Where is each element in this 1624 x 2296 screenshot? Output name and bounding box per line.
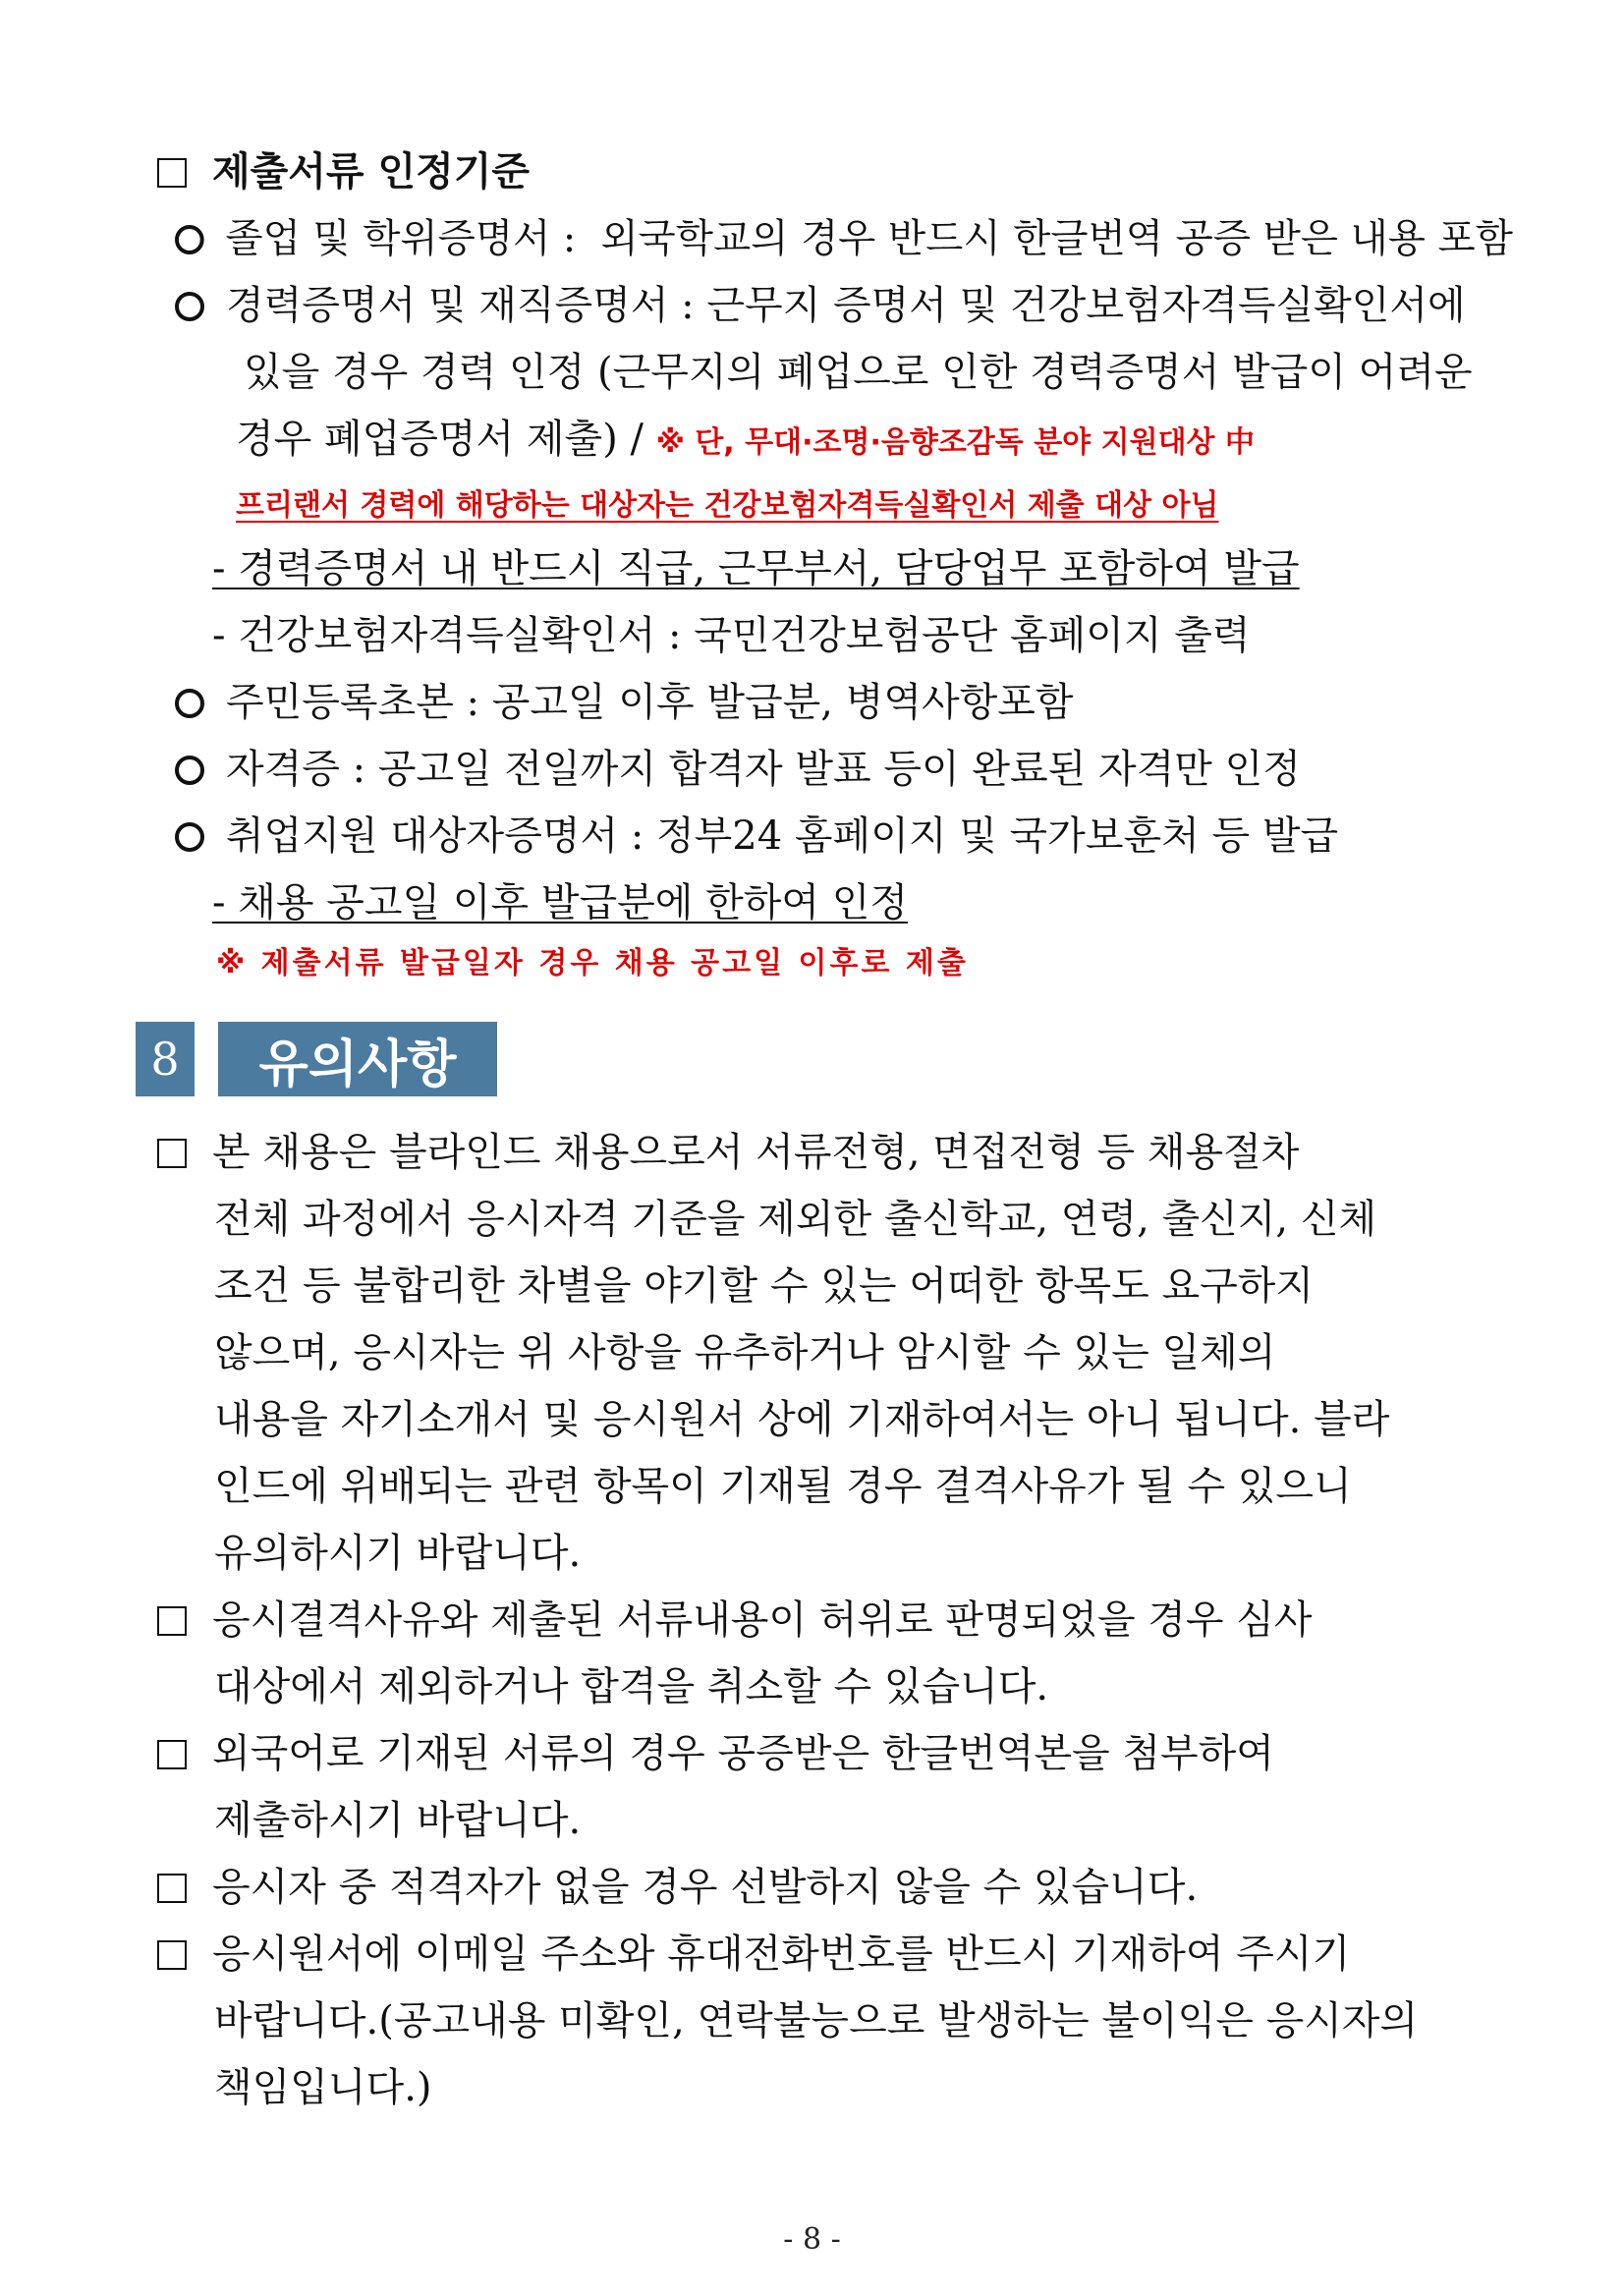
checkbox-square-icon	[157, 1606, 187, 1636]
list-item-continuation: 있을 경우 경력 인정 (근무지의 폐업으로 인한 경력증명서 발급이 어려운	[244, 350, 1473, 395]
notice-paragraph: 외국어로 기재된 서류의 경우 공증받은 한글번역본을 첨부하여	[157, 1731, 1274, 1776]
list-item: 경력증명서 및 재직증명서 : 근무지 증명서 및 건강보험자격득실확인서에	[175, 283, 1466, 328]
sub-item: - 경력증명서 내 반드시 직급, 근무부서, 담당업무 포함하여 발급	[212, 546, 1300, 591]
notice-line: 않으며, 응시자는 위 사항을 유추하거나 암시할 수 있는 일체의	[214, 1330, 1276, 1375]
notice-line: 내용을 자기소개서 및 응시원서 상에 기재하여서는 아니 됩니다. 블라	[214, 1397, 1390, 1442]
notice-line: 대상에서 제외하거나 합격을 취소할 수 있습니다.	[214, 1664, 1049, 1709]
notice-line: 제출하시기 바랍니다.	[214, 1798, 582, 1843]
sub-item: - 채용 공고일 이후 발급분에 한하여 인정	[212, 880, 909, 925]
notice-line: 유의하시기 바랍니다.	[214, 1531, 582, 1576]
bullet-circle-icon	[175, 225, 204, 254]
bullet-circle-icon	[175, 756, 204, 785]
notice-line: 인드에 위배되는 관련 항목이 기재될 경우 결격사유가 될 수 있으니	[214, 1464, 1352, 1509]
red-note: ※ 단, 무대·조명·음향조감독 분야 지원대상 中	[655, 425, 1255, 460]
notice-line: 조건 등 불합리한 차별을 야기할 수 있는 어떠한 항목도 요구하지	[214, 1263, 1315, 1309]
sub-item: - 건강보험자격득실확인서 : 국민건강보험공단 홈페이지 출력	[212, 613, 1251, 658]
notice-line: 바랍니다.(공고내용 미확인, 연락불능으로 발생하는 불이익은 응시자의	[214, 1998, 1419, 2044]
bullet-circle-icon	[175, 822, 204, 852]
list-item: 졸업 및 학위증명서 : 외국학교의 경우 반드시 한글번역 공증 받은 내용 포함	[175, 216, 1513, 261]
checkbox-square-icon	[157, 158, 187, 188]
red-note: ※ 제출서류 발급일자 경우 채용 공고일 이후로 제출	[216, 946, 969, 980]
notice-paragraph: 응시자 중 적격자가 없을 경우 선발하지 않을 수 있습니다.	[157, 1865, 1198, 1910]
checkbox-square-icon	[157, 1740, 187, 1769]
checkbox-square-icon	[157, 1874, 187, 1903]
bullet-circle-icon	[175, 292, 204, 321]
notice-paragraph: 응시결격사유와 제출된 서류내용이 허위로 판명되었을 경우 심사	[157, 1597, 1313, 1643]
notice-paragraph: 응시원서에 이메일 주소와 휴대전화번호를 반드시 기재하여 주시기	[157, 1932, 1350, 1977]
page-number: - 8 -	[783, 2222, 841, 2257]
section-number-badge: 8	[136, 1022, 195, 1096]
checkbox-square-icon	[157, 1139, 187, 1168]
notice-line: 전체 과정에서 응시자격 기준을 제외한 출신학교, 연령, 출신지, 신체	[214, 1197, 1377, 1242]
section-title: 유의사항	[218, 1022, 497, 1096]
list-item: 취업지원 대상자증명서 : 정부24 홈페이지 및 국가보훈처 등 발급	[175, 813, 1338, 859]
list-item: 자격증 : 공고일 전일까지 합격자 발표 등이 완료된 자격만 인정	[175, 747, 1301, 792]
checkbox-square-icon	[157, 1940, 187, 1970]
notice-paragraph: 본 채용은 블라인드 채용으로서 서류전형, 면접전형 등 채용절차	[157, 1130, 1505, 1175]
list-item-continuation: 경우 폐업증명서 제출) / ※ 단, 무대·조명·음향조감독 분야 지원대상 中	[236, 417, 1255, 462]
bullet-circle-icon	[175, 689, 204, 718]
section-heading: 제출서류 인정기준	[157, 149, 530, 195]
red-note: 프리랜서 경력에 해당하는 대상자는 건강보험자격득실확인서 제출 대상 아님	[236, 488, 1219, 523]
list-item: 주민등록초본 : 공고일 이후 발급분, 병역사항포함	[175, 680, 1074, 725]
notice-line: 책임입니다.)	[214, 2065, 432, 2110]
